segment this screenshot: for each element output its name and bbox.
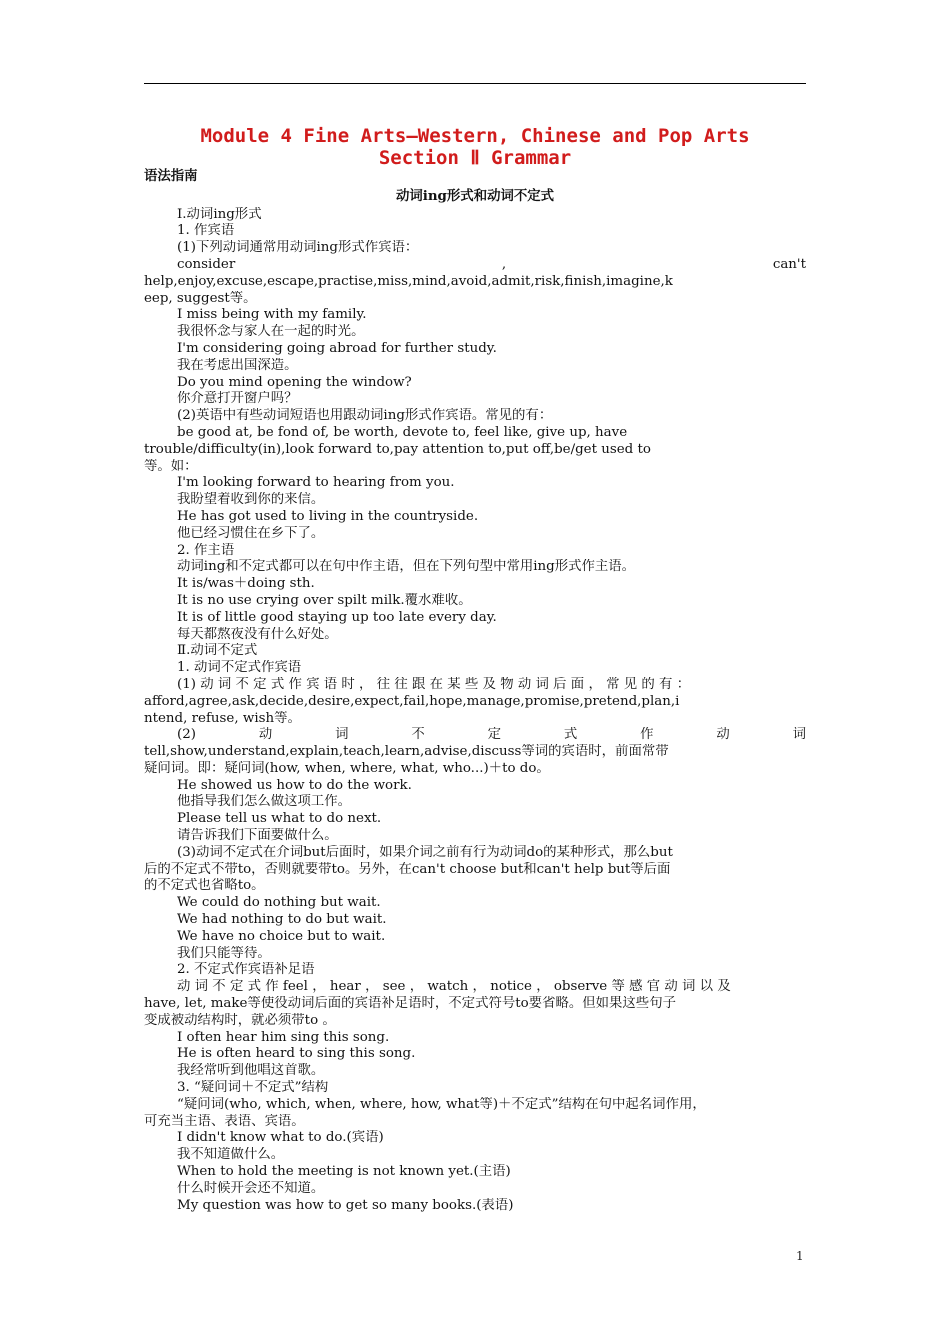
text-line: 动词ing和不定式都可以在句中作主语，但在下列句型中常用ing形式作主语。 xyxy=(177,559,636,575)
text-line: 可充当主语、表语、宾语。 xyxy=(144,1113,305,1129)
text-line: 的不定式也省略to。 xyxy=(144,878,265,894)
text-line: ntend, refuse, wish等。 xyxy=(144,710,301,726)
header-label: 语法指南 xyxy=(144,168,198,184)
text-line: 我不知道做什么。 xyxy=(177,1147,285,1163)
text-word: 不 xyxy=(411,727,425,743)
text-line: trouble/difficulty(in),look forward to,pay attention to,put off,be/get used to xyxy=(144,441,651,457)
text-line: “疑问词(who, which, when, where, how, what等)＋不定式”结构在句中起名词作用， xyxy=(177,1096,706,1112)
text-line: We have no choice but to wait. xyxy=(177,928,386,944)
text-line: 我在考虑出国深造。 xyxy=(177,357,298,373)
text-line: (1)下列动词通常用动词ing形式作宾语： xyxy=(177,240,419,256)
text-word: (2) xyxy=(177,727,196,743)
text-line: 1. 作宾语 xyxy=(177,223,235,239)
text-line: (1) 动 词 不 定 式 作 宾 语 时 ， 往 往 跟 在 某 些 及 物 动 词 后 面 ， 常 见 的 有 ： xyxy=(177,676,691,692)
section-title: Section Ⅱ Grammar xyxy=(378,147,572,169)
text-line: 我盼望着收到你的来信。 xyxy=(177,492,325,508)
text-line: It is of little good staying up too late every day. xyxy=(177,609,497,625)
text-line: I didn't know what to do.(宾语) xyxy=(177,1130,384,1146)
text-word: 式 xyxy=(563,727,578,743)
text-line: afford,agree,ask,decide,desire,expect,fail,hope,manage,promise,pretend,plan,i xyxy=(144,693,680,709)
text-line: have, let, make等使役动词后面的宾语补足语时，不定式符号to要省略。但如果这些句子 xyxy=(144,996,676,1012)
text-line: 动 词 不 定 式 作 feel ， hear ， see ， watch ， notice ， observe 等 感 官 动 词 以 及 xyxy=(177,979,731,995)
text-word: 动 xyxy=(258,727,273,743)
text-line: I'm considering going abroad for further study. xyxy=(177,340,497,356)
text-word: , xyxy=(501,256,507,272)
text-line: I'm looking forward to hearing from you. xyxy=(177,475,455,491)
page-number: 1 xyxy=(796,1249,804,1263)
text-lines xyxy=(144,207,806,1215)
text-line: (2)英语中有些动词短语也用跟动词ing形式作宾语。常见的有： xyxy=(177,408,553,424)
text-line: He is often heard to sing this song. xyxy=(177,1046,416,1062)
text-line: Ⅱ.动词不定式 xyxy=(177,643,258,659)
text-line: 我经常听到他唱这首歌。 xyxy=(177,1063,325,1079)
text-word: 词 xyxy=(792,727,806,743)
module-title: Module 4 Fine Arts—Western, Chinese and Pop Arts xyxy=(200,125,750,147)
text-line: Ⅰ.动词ing形式 xyxy=(177,206,262,222)
text-line: eep, suggest等。 xyxy=(144,290,257,306)
text-word: consider xyxy=(177,256,236,272)
grammar-topic-title: 动词ing形式和动词不定式 xyxy=(395,187,555,204)
text-line: I miss being with my family. xyxy=(177,307,367,323)
text-line: 每天都熬夜没有什么好处。 xyxy=(177,626,338,642)
text-line: (3)动词不定式在介词but后面时，如果介词之前有行为动词do的某种形式，那么but xyxy=(177,844,673,860)
text-line: Please tell us what to do next. xyxy=(177,811,382,827)
text-word: 作 xyxy=(640,727,654,743)
text-line: 什么时候开会还不知道。 xyxy=(177,1180,325,1196)
text-line: 3. “疑问词＋不定式”结构 xyxy=(177,1080,329,1096)
text-line: We could do nothing but wait. xyxy=(177,895,381,911)
text-line: help,enjoy,excuse,escape,practise,miss,mind,avoid,admit,risk,finish,imagine,k xyxy=(144,273,673,289)
text-line: 疑问词。即：疑问词(how, when, where, what, who...)＋to do。 xyxy=(144,760,550,776)
text-word: 定 xyxy=(487,727,501,743)
text-line: 2. 不定式作宾语补足语 xyxy=(177,962,315,978)
text-line: 变成被动结构时，就必须带to 。 xyxy=(144,1012,336,1028)
text-line: It is/was＋doing sth. xyxy=(177,576,315,592)
text-line: He has got used to living in the countryside. xyxy=(177,508,479,524)
text-line: Do you mind opening the window? xyxy=(177,374,412,390)
text-line: tell,show,understand,explain,teach,learn,advise,discuss等词的宾语时，前面常带 xyxy=(144,744,669,760)
text-line xyxy=(144,257,806,274)
text-line: be good at, be fond of, be worth, devote to, feel like, give up, have xyxy=(177,424,628,440)
text-word: can't xyxy=(772,256,806,272)
text-line: 你介意打开窗户吗？ xyxy=(177,391,298,407)
text-line: My question was how to get so many books.(表语) xyxy=(177,1197,514,1213)
text-line: 我很怀念与家人在一起的时光。 xyxy=(177,324,365,340)
text-line xyxy=(144,727,806,744)
text-line: 他已经习惯住在乡下了。 xyxy=(177,525,325,541)
text-line: 请告诉我们下面要做什么。 xyxy=(177,828,338,844)
text-line: 后的不定式不带to，否则就要带to。另外，在can't choose but和can't help but等后面 xyxy=(144,861,671,877)
text-line: 2. 作主语 xyxy=(177,542,235,558)
text-line: 等。如： xyxy=(144,458,198,474)
text-line: I often hear him sing this song. xyxy=(177,1029,390,1045)
text-line: He showed us how to do the work. xyxy=(177,777,412,793)
text-line: 1. 动词不定式作宾语 xyxy=(177,660,302,676)
text-word: 词 xyxy=(335,727,349,743)
document-body xyxy=(144,168,806,1214)
text-line: 他指导我们怎么做这项工作。 xyxy=(177,794,352,810)
text-line: We had nothing to do but wait. xyxy=(177,912,387,928)
text-line: When to hold the meeting is not known yet.(主语) xyxy=(177,1164,511,1180)
header-rule xyxy=(144,83,806,84)
text-line: 我们只能等待。 xyxy=(177,945,271,961)
text-word: 动 xyxy=(716,727,730,743)
text-line: It is no use crying over spilt milk.覆水难收。 xyxy=(177,592,472,608)
